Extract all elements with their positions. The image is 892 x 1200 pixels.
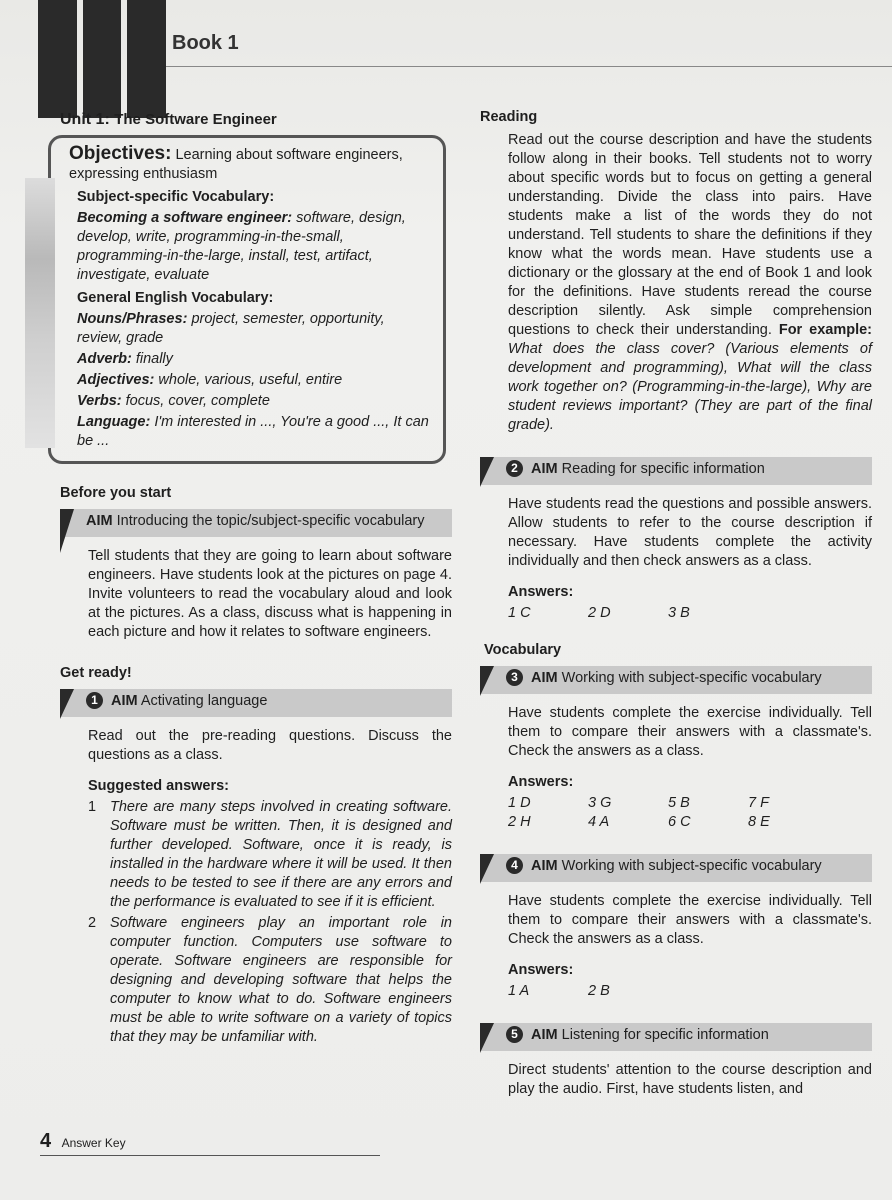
list-item xyxy=(88,914,452,1047)
aim-text: Reading for specific information xyxy=(561,461,765,477)
reading-heading: Reading xyxy=(480,109,538,125)
nouns-text: project, semester, opportunity, review, grade xyxy=(77,311,385,346)
adverb-line xyxy=(77,350,433,369)
aim-text: Listening for specific information xyxy=(561,1027,769,1043)
becoming-text: software, design, develop, write, programming-in-the-small, programming-in-the-large, install, test, artifact, investigate, evaluate xyxy=(77,210,406,283)
unit-number: Unit 1: xyxy=(60,111,110,128)
aim-label: AIM xyxy=(86,513,113,529)
aim-bar-intro xyxy=(60,509,452,537)
list-number: 2 xyxy=(88,915,97,931)
aim-wedge xyxy=(480,457,494,487)
aim-text: Working with subject-specific vocabulary xyxy=(561,670,822,686)
aim-label: AIM xyxy=(111,693,138,709)
verbs-label: Verbs: xyxy=(77,393,122,409)
general-vocab-heading: General English Vocabulary: xyxy=(77,290,274,306)
answer: 2 B xyxy=(588,983,610,999)
aim-number-badge: 4 xyxy=(506,857,523,874)
answer: 6 C xyxy=(668,814,691,830)
aim-text: Working with subject-specific vocabulary xyxy=(561,858,822,874)
adjectives-line xyxy=(77,371,433,390)
adjectives-label: Adjectives: xyxy=(77,372,155,388)
aim-wedge xyxy=(60,509,74,553)
suggested-list xyxy=(88,798,452,1047)
answers-label: Answers: xyxy=(508,774,574,790)
answer: 2 D xyxy=(588,605,611,621)
aim-label: AIM xyxy=(531,1027,558,1043)
answers-label: Answers: xyxy=(508,962,574,978)
answer: 1 A xyxy=(508,983,530,999)
objectives-label: Objectives: xyxy=(69,143,172,164)
before-heading: Before you start xyxy=(60,485,172,501)
subject-vocab-heading: Subject-specific Vocabulary: xyxy=(77,189,275,205)
aim3-body: Have students complete the exercise individually. Tell them to compare their answers with a classmate's. Check the answers as a class. xyxy=(508,705,872,759)
nouns-label: Nouns/Phrases: xyxy=(77,311,188,327)
aim-number-badge: 5 xyxy=(506,1026,523,1043)
objectives-line xyxy=(69,144,433,184)
adverb-text: finally xyxy=(135,351,173,367)
objectives-text: Learning about software engineers, expressing enthusiasm xyxy=(69,147,403,182)
page-number: 4 xyxy=(40,1130,52,1152)
list-item xyxy=(88,798,452,912)
aim-number-badge: 3 xyxy=(506,669,523,686)
nouns-line xyxy=(77,310,433,348)
aim4-body: Have students complete the exercise individually. Tell them to compare their answers with a classmate's. Check the answers as a class. xyxy=(508,893,872,947)
answers-row xyxy=(508,604,872,623)
before-body: Tell students that they are going to learn about software engineers. Have students look at the pictures on page 4. Invite volunteers to read the vocabulary aloud and look at the pictures. As a class, discuss what is happening in each picture and how it relates to software engineers. xyxy=(88,548,452,640)
example-label: For example: xyxy=(778,322,872,338)
aim-bar-5 xyxy=(480,1023,872,1051)
answer: 4 A xyxy=(588,814,610,830)
answer: 5 B xyxy=(668,795,690,811)
footer-label: Answer Key xyxy=(61,1136,126,1150)
answers-label: Answers: xyxy=(508,584,574,600)
aim2-body: Have students read the questions and possible answers. Allow students to refer to the course description if necessary. Have students complete the activity individually and then check answers as a class. xyxy=(508,496,872,569)
language-text: I'm interested in ..., You're a good ..., It can be ... xyxy=(77,414,429,449)
aim-bar-4 xyxy=(480,854,872,882)
aim-wedge xyxy=(480,1023,494,1053)
answers-row xyxy=(508,982,872,1001)
objectives-stripe xyxy=(25,178,55,448)
adjectives-text: whole, various, useful, entire xyxy=(158,372,343,388)
language-line xyxy=(77,413,433,451)
adverb-label: Adverb: xyxy=(77,351,132,367)
reading-text: Read out the course description and have the students follow along in their books. Tell students not to worry about specific words but to focus on getting a general understanding. Divide the class into pairs. Have students make a list of the words they do not understand. Tell students to share the definitions if they know what the words mean. Have students use a dictionary or the glossary at the end of Book 1 and look for the definitions. Have students reread the course description silently. Ask simple comprehension questions to check their understanding. xyxy=(508,132,872,338)
aim-number-badge: 2 xyxy=(506,460,523,477)
aim-text: Introducing the topic/subject-specific vocabulary xyxy=(116,513,425,529)
aim-number-badge: 1 xyxy=(86,692,103,709)
answer: 3 G xyxy=(588,795,612,811)
becoming-vocab xyxy=(77,209,433,285)
aim1-body: Read out the pre-reading questions. Discuss the questions as a class. xyxy=(88,728,452,763)
answer: 1 D xyxy=(508,795,531,811)
vocab-heading: Vocabulary xyxy=(484,642,562,658)
answer: 1 C xyxy=(508,605,531,621)
aim-bar-3 xyxy=(480,666,872,694)
header-rule xyxy=(166,66,892,67)
answer: 7 F xyxy=(748,795,769,811)
verbs-text: focus, cover, complete xyxy=(125,393,270,409)
answer: 2 H xyxy=(508,814,531,830)
list-text: There are many steps involved in creating software. Software must be written. Then, it is designed and further developed. Software, once it is ready, is installed in the hardware where it will be used. It then needs to be tested to see if there are any errors and the performance is evaluated to see if it is efficient. xyxy=(110,799,452,910)
aim-label: AIM xyxy=(531,670,558,686)
suggested-heading: Suggested answers: xyxy=(88,778,230,794)
answers-row xyxy=(508,813,872,832)
get-ready-heading: Get ready! xyxy=(60,665,132,681)
reading-body xyxy=(508,131,872,435)
list-text: Software engineers play an important role in computer function. Computers use software to operate. Software engineers are responsible for designing and developing software that helps the computer to know what to do. Software engineers must be able to write software on a variety of topics that they may be unfamiliar with. xyxy=(110,915,452,1045)
answer: 3 B xyxy=(668,605,690,621)
unit-name: The Software Engineer xyxy=(114,111,277,128)
answer: 8 E xyxy=(748,814,770,830)
aim-bar-2 xyxy=(480,457,872,485)
aim-label: AIM xyxy=(531,858,558,874)
example-text: What does the class cover? (Various elements of development and programming), What will the class work together on? (Programming-in-the-large), Why are student reviews important? (They are part of the final grade). xyxy=(508,341,872,433)
aim-wedge xyxy=(480,854,494,884)
verbs-line xyxy=(77,392,433,411)
unit-title xyxy=(60,110,452,129)
book-title: Book 1 xyxy=(172,32,239,54)
objectives-box xyxy=(48,135,446,464)
aim-bar-1 xyxy=(60,689,452,717)
right-column xyxy=(480,108,872,1099)
aim-text: Activating language xyxy=(140,693,268,709)
becoming-label: Becoming a software engineer: xyxy=(77,210,293,226)
aim-label: AIM xyxy=(531,461,558,477)
aim5-body: Direct students' attention to the course description and play the audio. First, have students listen, and xyxy=(508,1062,872,1097)
book-tab-decoration xyxy=(38,0,166,118)
language-label: Language: xyxy=(77,414,151,430)
page-footer xyxy=(40,1130,380,1156)
aim-wedge xyxy=(480,666,494,696)
aim-wedge xyxy=(60,689,74,719)
left-column xyxy=(60,110,452,1047)
answers-row xyxy=(508,794,872,813)
list-number: 1 xyxy=(88,799,97,815)
